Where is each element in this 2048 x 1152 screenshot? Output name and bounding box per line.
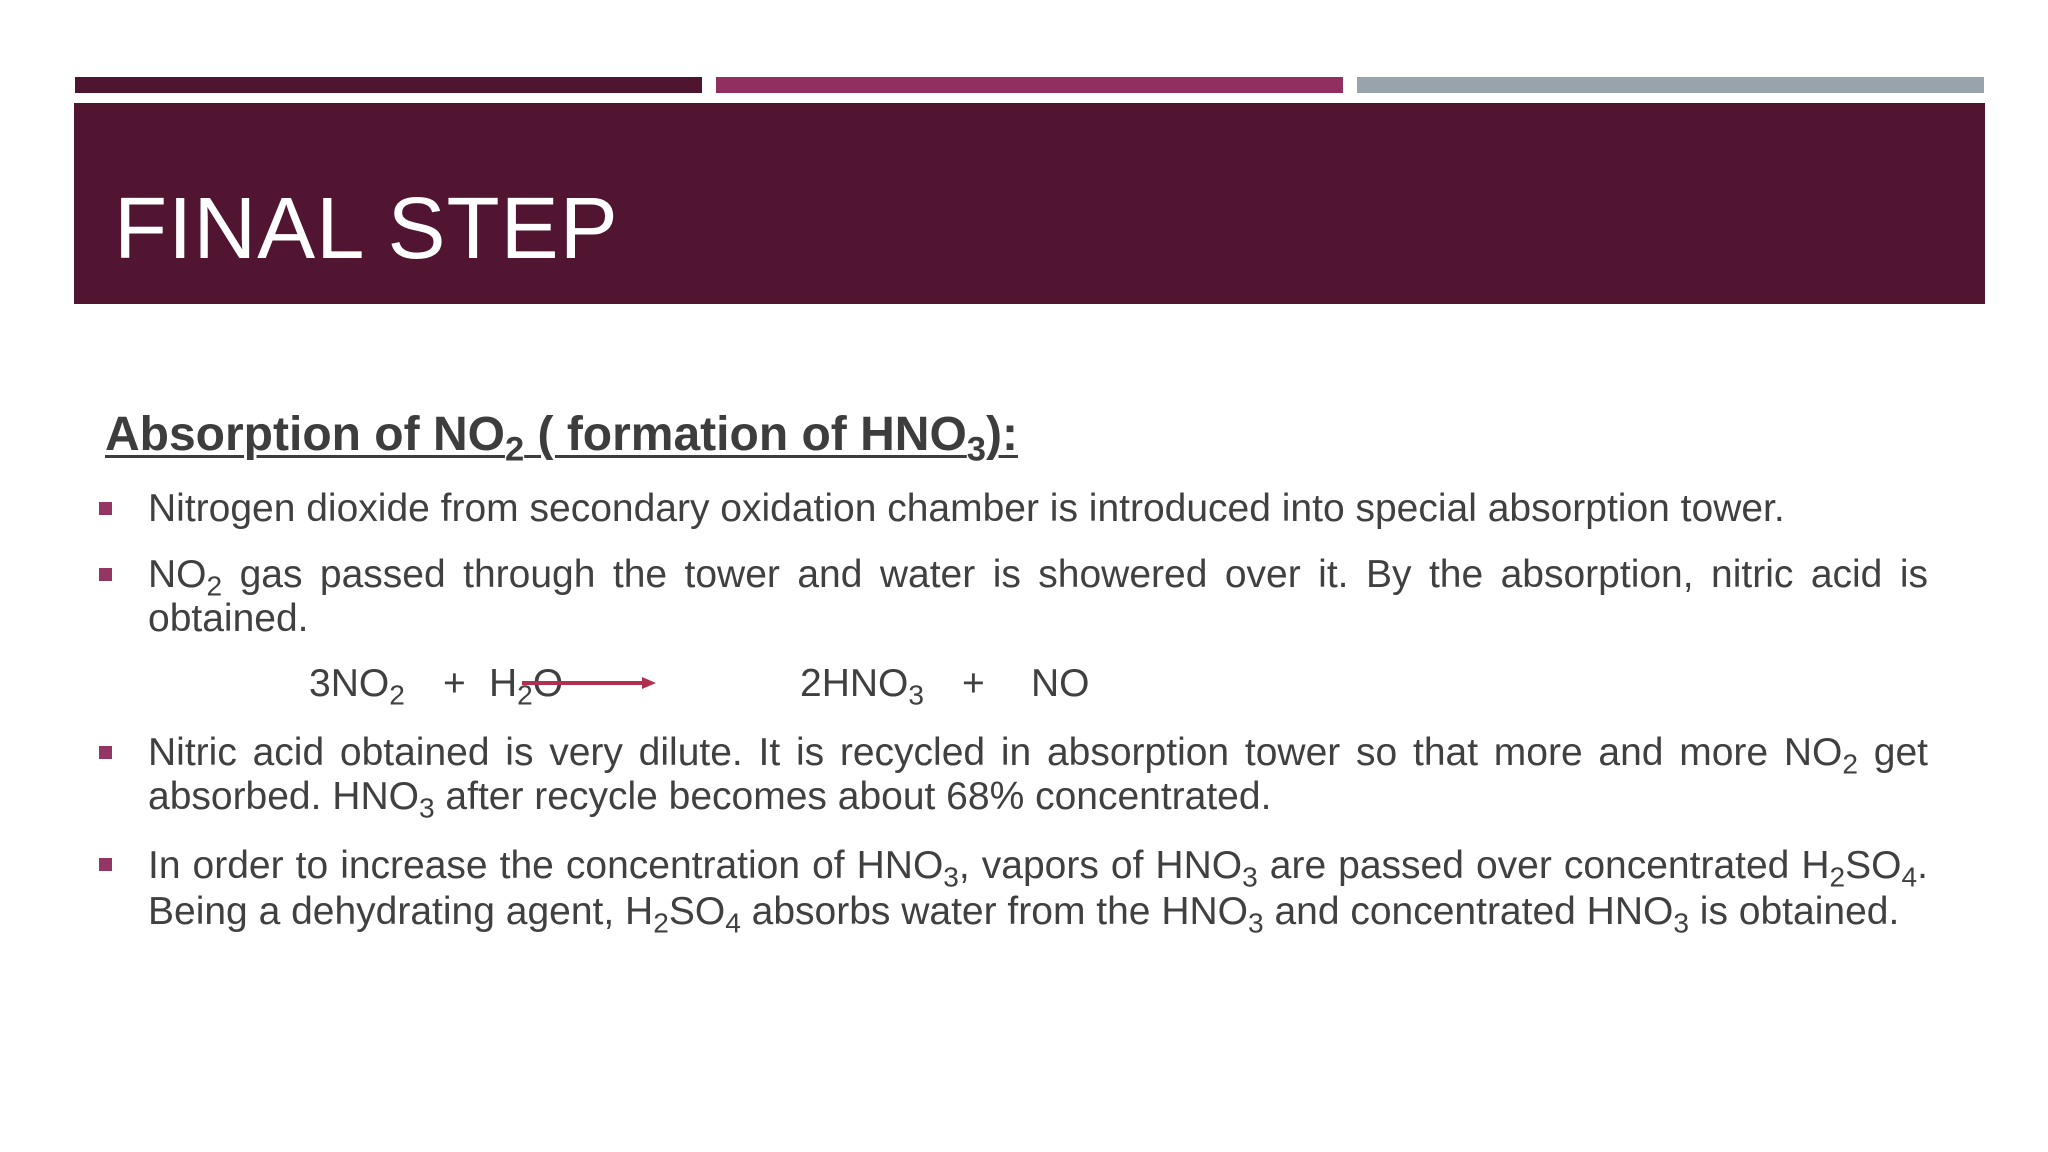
bullet-text-4: In order to increase the concentration of $HNO_3$, vapors of $HNO_3$ are passed over concentrated $H_2SO_4$. Being a dehydrating agent, $H_2SO_4$ absorbs water from the $HNO_3$ and concentrated $HNO_3$ is obtained. <box>148 844 1928 939</box>
plus-sign: + <box>443 662 466 705</box>
product-no: NO <box>1031 662 1090 705</box>
reaction-arrow-icon <box>522 672 656 694</box>
bullet-marker-icon <box>99 568 112 581</box>
product-hno3: $2HNO_3$ <box>800 662 924 711</box>
plus-sign: + <box>962 662 985 705</box>
reactant-water: $H_2O$ <box>489 662 564 711</box>
bullet-marker-icon <box>99 746 112 759</box>
section-heading: Absorption of $NO_2$ ( formation of $HNO_3$): <box>105 408 1018 469</box>
reactant-no2: $3NO_2$ <box>309 662 405 711</box>
bullet-marker-icon <box>99 858 112 871</box>
bullet-text-3: Nitric acid obtained is very dilute. It is recycled in absorption tower so that more and more $NO_2$ get absorbed. $HNO_3$ after recycle becomes about 68% concentrated. <box>148 731 1928 824</box>
bullet-text-2: $NO_2$ gas passed through the tower and water is showered over it. By the absorption, nitric acid is obtained. <box>148 553 1928 640</box>
slide-title: FINAL STEP <box>114 180 619 277</box>
bullet-marker-icon <box>99 502 112 515</box>
bullet-text-1: Nitrogen dioxide from secondary oxidation chamber is introduced into special absorption tower. <box>148 487 1785 530</box>
